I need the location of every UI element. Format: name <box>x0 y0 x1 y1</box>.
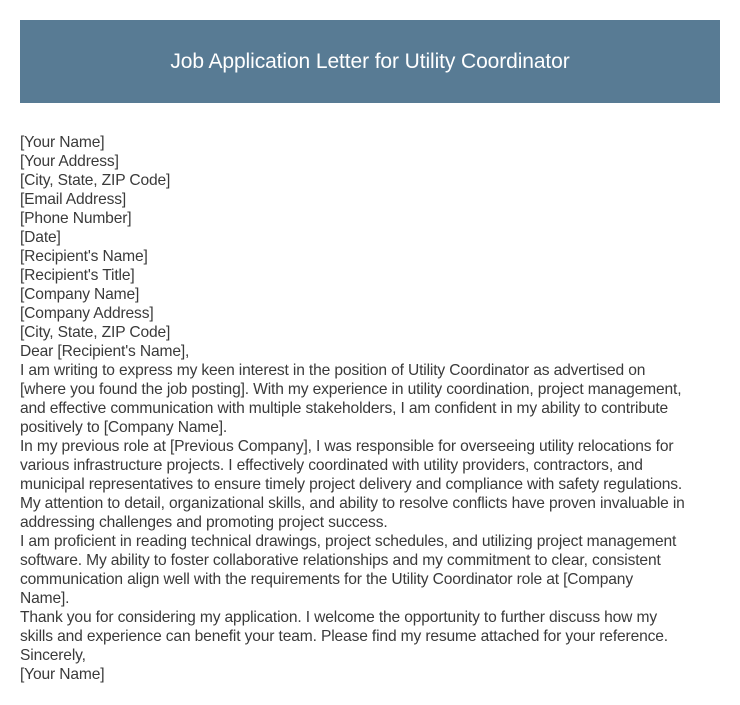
paragraph-intro <box>20 361 725 437</box>
recipient-name: [Recipient's Name] <box>20 248 148 265</box>
salutation: Dear [Recipient's Name], <box>20 343 190 360</box>
sender-phone: [Phone Number] <box>20 210 132 227</box>
recipient-city-state-zip: [City, State, ZIP Code] <box>20 324 171 341</box>
paragraph-line: and effective communication with multiple stakeholders, I am confident in my ability to contribute <box>20 400 669 417</box>
recipient-address: [Company Address] <box>20 305 154 322</box>
sender-city-state-zip: [City, State, ZIP Code] <box>20 172 171 189</box>
page-header <box>20 20 720 103</box>
page-title: Job Application Letter for Utility Coordinator <box>170 49 570 73</box>
signature: [Your Name] <box>20 666 105 683</box>
paragraph-line: In my previous role at [Previous Company], I was responsible for overseeing utility relocations for <box>20 438 674 455</box>
paragraph-line: My attention to detail, organizational skills, and ability to resolve conflicts have proven invaluable in <box>20 495 685 512</box>
sender-email: [Email Address] <box>20 191 127 208</box>
paragraph-line: various infrastructure projects. I effectively coordinated with utility providers, contractors, and <box>20 457 643 474</box>
paragraph-line: Thank you for considering my application. I welcome the opportunity to further discuss how my <box>20 609 657 626</box>
paragraph-line: communication align well with the requirements for the Utility Coordinator role at [Company <box>20 571 633 588</box>
paragraph-line: [where you found the job posting]. With my experience in utility coordination, project management, <box>20 381 682 398</box>
paragraph-skills <box>20 532 725 608</box>
paragraph-line: skills and experience can benefit your team. Please find my resume attached for your reference. <box>20 628 668 645</box>
paragraph-line: positively to [Company Name]. <box>20 419 228 436</box>
closing: Sincerely, <box>20 647 86 664</box>
letter-date: [Date] <box>20 229 61 246</box>
paragraph-experience <box>20 437 725 532</box>
paragraph-line: municipal representatives to ensure timely project delivery and compliance with safety regulations. <box>20 476 683 493</box>
paragraph-line: software. My ability to foster collaborative relationships and my commitment to clear, consistent <box>20 552 661 569</box>
sender-address: [Your Address] <box>20 153 119 170</box>
paragraph-line: addressing challenges and promoting project success. <box>20 514 388 531</box>
recipient-block <box>20 247 725 342</box>
paragraph-line: I am writing to express my keen interest in the position of Utility Coordinator as advertised on <box>20 362 646 379</box>
recipient-company: [Company Name] <box>20 286 140 303</box>
recipient-title: [Recipient's Title] <box>20 267 135 284</box>
paragraph-thanks <box>20 608 725 646</box>
sender-name: [Your Name] <box>20 134 105 151</box>
paragraph-line: I am proficient in reading technical drawings, project schedules, and utilizing project management <box>20 533 677 550</box>
sender-block <box>20 133 725 247</box>
letter-body <box>20 133 725 684</box>
paragraph-line: Name]. <box>20 590 70 607</box>
